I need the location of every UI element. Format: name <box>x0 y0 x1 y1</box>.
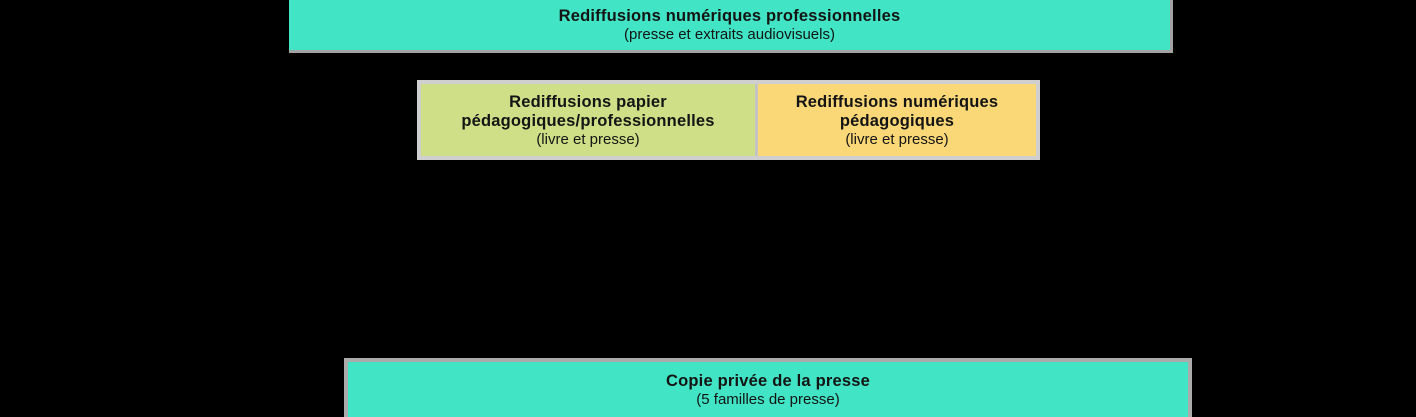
bottom-box-title: Copie privée de la presse <box>665 372 870 390</box>
box-rediffusions-papier-pedagogiques-professionnelles <box>421 84 755 156</box>
middle-right-title-line2: pédagogiques <box>839 111 955 130</box>
box-rediffusions-numeriques-professionnelles <box>289 0 1173 53</box>
middle-right-subtitle: (livre et presse) <box>845 130 949 148</box>
bottom-box-subtitle: (5 familles de presse) <box>696 391 840 408</box>
middle-left-subtitle: (livre et presse) <box>536 130 640 148</box>
middle-right-title-line1: Rediffusions numériques <box>795 92 999 111</box>
top-box-subtitle: (presse et extraits audiovisuels) <box>624 26 835 43</box>
box-copie-privee-de-la-presse <box>344 358 1192 417</box>
box-rediffusions-numeriques-pedagogiques <box>758 84 1036 156</box>
top-box-title: Rediffusions numériques professionnelles <box>558 7 901 25</box>
middle-left-title-line1: Rediffusions papier <box>509 92 667 111</box>
middle-left-title-line2: pédagogiques/professionnelles <box>461 111 715 130</box>
middle-row <box>417 80 1040 160</box>
